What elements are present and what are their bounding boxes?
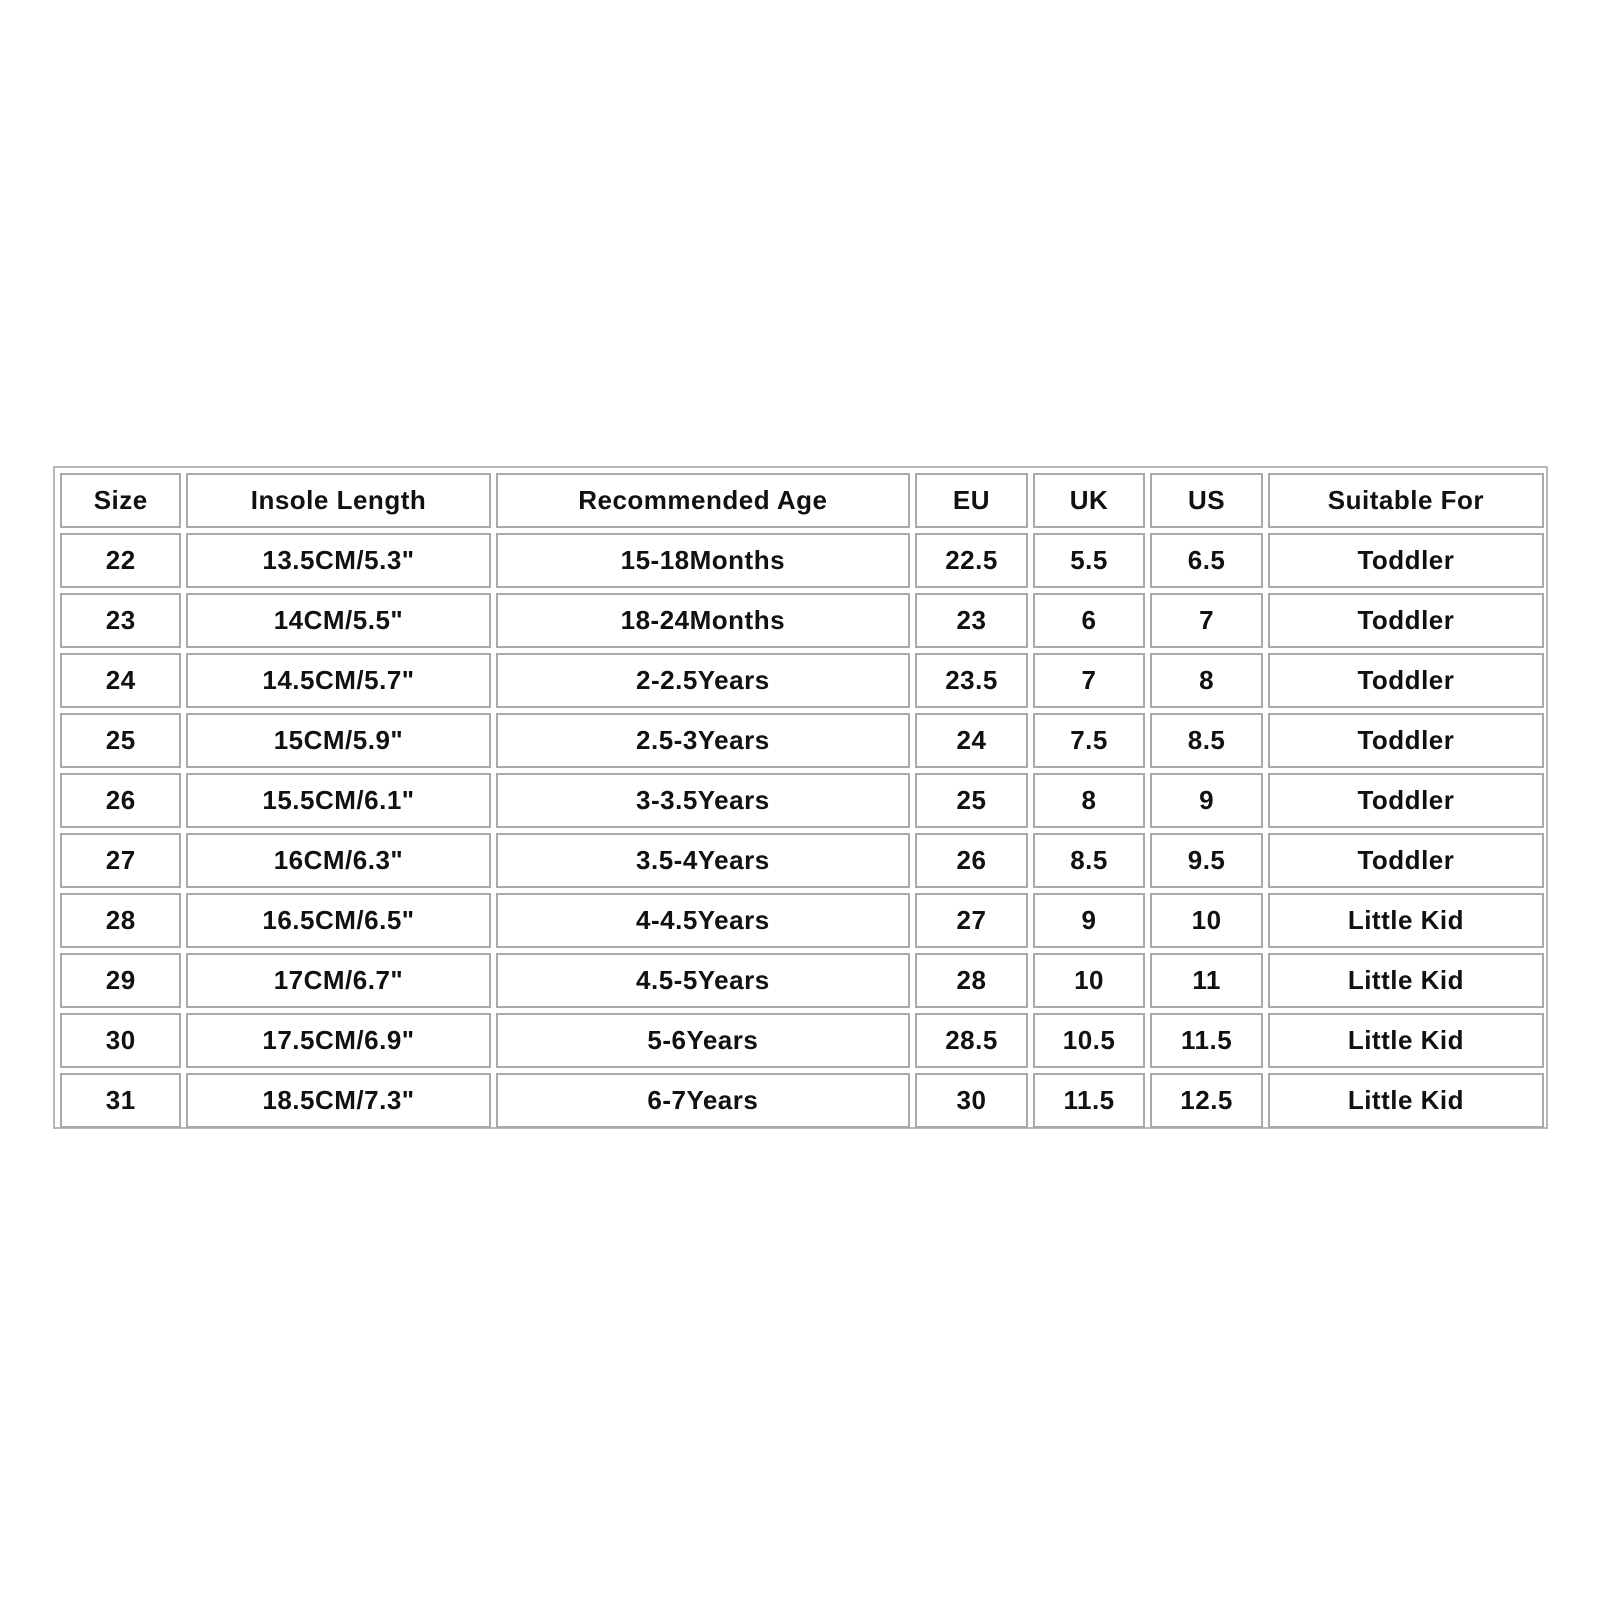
cell-recommended-age: 2-2.5Years — [496, 653, 911, 708]
header-eu: EU — [915, 473, 1028, 528]
cell-eu: 25 — [915, 773, 1028, 828]
table-row — [60, 1013, 1544, 1068]
cell-size: 31 — [60, 1073, 181, 1128]
cell-eu: 26 — [915, 833, 1028, 888]
cell-insole-length: 16CM/6.3" — [186, 833, 490, 888]
cell-uk: 10 — [1033, 953, 1146, 1008]
cell-recommended-age: 3.5-4Years — [496, 833, 911, 888]
cell-recommended-age: 2.5-3Years — [496, 713, 911, 768]
cell-eu: 22.5 — [915, 533, 1028, 588]
cell-us: 8.5 — [1150, 713, 1263, 768]
header-suitable-for: Suitable For — [1268, 473, 1544, 528]
cell-recommended-age: 4-4.5Years — [496, 893, 911, 948]
cell-insole-length: 18.5CM/7.3" — [186, 1073, 490, 1128]
cell-insole-length: 17CM/6.7" — [186, 953, 490, 1008]
cell-eu: 28 — [915, 953, 1028, 1008]
cell-suitable-for: Toddler — [1268, 833, 1544, 888]
cell-size: 23 — [60, 593, 181, 648]
cell-us: 9.5 — [1150, 833, 1263, 888]
cell-suitable-for: Toddler — [1268, 653, 1544, 708]
cell-uk: 5.5 — [1033, 533, 1146, 588]
cell-recommended-age: 4.5-5Years — [496, 953, 911, 1008]
cell-suitable-for: Toddler — [1268, 533, 1544, 588]
cell-suitable-for: Toddler — [1268, 593, 1544, 648]
cell-size: 22 — [60, 533, 181, 588]
cell-eu: 24 — [915, 713, 1028, 768]
cell-suitable-for: Little Kid — [1268, 953, 1544, 1008]
cell-suitable-for: Toddler — [1268, 773, 1544, 828]
header-uk: UK — [1033, 473, 1146, 528]
cell-uk: 7 — [1033, 653, 1146, 708]
size-table — [55, 468, 1549, 1133]
cell-us: 9 — [1150, 773, 1263, 828]
cell-size: 25 — [60, 713, 181, 768]
table-row — [60, 1073, 1544, 1128]
cell-uk: 7.5 — [1033, 713, 1146, 768]
table-row — [60, 773, 1544, 828]
cell-recommended-age: 6-7Years — [496, 1073, 911, 1128]
cell-recommended-age: 15-18Months — [496, 533, 911, 588]
table-row — [60, 953, 1544, 1008]
cell-us: 10 — [1150, 893, 1263, 948]
cell-eu: 28.5 — [915, 1013, 1028, 1068]
table-row — [60, 533, 1544, 588]
cell-us: 11 — [1150, 953, 1263, 1008]
cell-size: 24 — [60, 653, 181, 708]
cell-recommended-age: 18-24Months — [496, 593, 911, 648]
cell-uk: 10.5 — [1033, 1013, 1146, 1068]
header-size: Size — [60, 473, 181, 528]
cell-size: 26 — [60, 773, 181, 828]
cell-us: 6.5 — [1150, 533, 1263, 588]
cell-uk: 11.5 — [1033, 1073, 1146, 1128]
cell-us: 8 — [1150, 653, 1263, 708]
size-chart — [53, 466, 1548, 1129]
table-row — [60, 713, 1544, 768]
cell-insole-length: 14CM/5.5" — [186, 593, 490, 648]
table-body — [60, 473, 1544, 1128]
table-row — [60, 833, 1544, 888]
cell-uk: 8.5 — [1033, 833, 1146, 888]
cell-insole-length: 13.5CM/5.3" — [186, 533, 490, 588]
header-row — [60, 473, 1544, 528]
header-us: US — [1150, 473, 1263, 528]
cell-suitable-for: Little Kid — [1268, 1013, 1544, 1068]
cell-recommended-age: 5-6Years — [496, 1013, 911, 1068]
cell-uk: 6 — [1033, 593, 1146, 648]
table-row — [60, 593, 1544, 648]
cell-eu: 23 — [915, 593, 1028, 648]
cell-suitable-for: Little Kid — [1268, 893, 1544, 948]
cell-insole-length: 17.5CM/6.9" — [186, 1013, 490, 1068]
cell-us: 11.5 — [1150, 1013, 1263, 1068]
cell-recommended-age: 3-3.5Years — [496, 773, 911, 828]
cell-eu: 23.5 — [915, 653, 1028, 708]
cell-us: 12.5 — [1150, 1073, 1263, 1128]
cell-insole-length: 16.5CM/6.5" — [186, 893, 490, 948]
cell-size: 29 — [60, 953, 181, 1008]
cell-eu: 27 — [915, 893, 1028, 948]
cell-insole-length: 15CM/5.9" — [186, 713, 490, 768]
cell-suitable-for: Toddler — [1268, 713, 1544, 768]
table-row — [60, 653, 1544, 708]
cell-size: 28 — [60, 893, 181, 948]
header-insole-length: Insole Length — [186, 473, 490, 528]
header-recommended-age: Recommended Age — [496, 473, 911, 528]
cell-us: 7 — [1150, 593, 1263, 648]
cell-size: 27 — [60, 833, 181, 888]
table-row — [60, 893, 1544, 948]
cell-uk: 9 — [1033, 893, 1146, 948]
cell-eu: 30 — [915, 1073, 1028, 1128]
cell-insole-length: 15.5CM/6.1" — [186, 773, 490, 828]
cell-uk: 8 — [1033, 773, 1146, 828]
cell-insole-length: 14.5CM/5.7" — [186, 653, 490, 708]
cell-size: 30 — [60, 1013, 181, 1068]
cell-suitable-for: Little Kid — [1268, 1073, 1544, 1128]
